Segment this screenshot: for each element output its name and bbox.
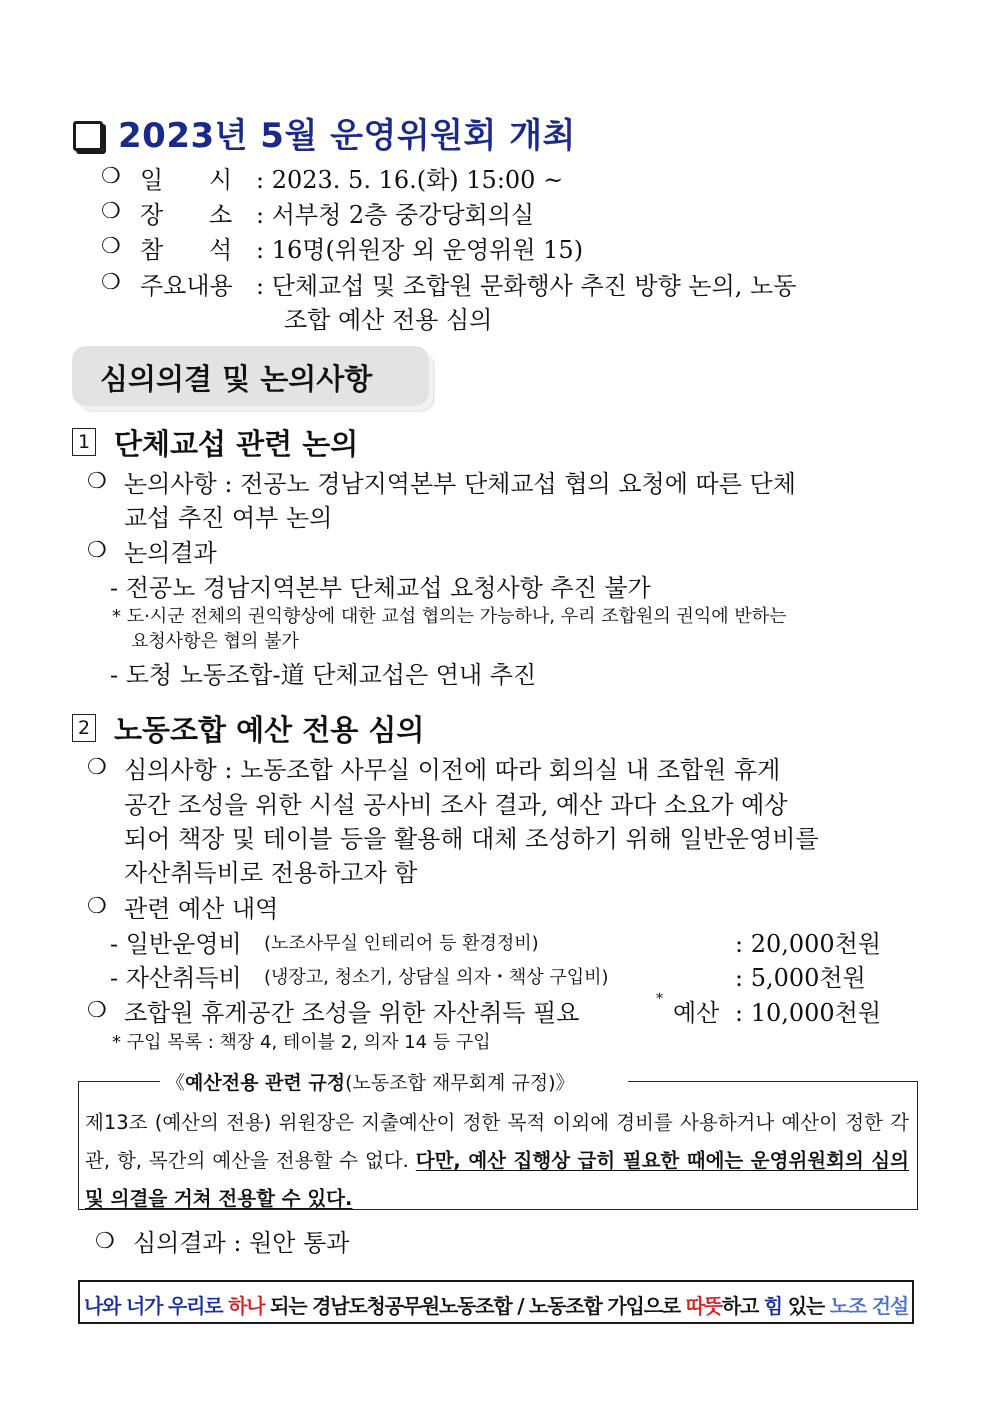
item1-result-1: - 전공노 경남지역본부 단체교섭 요청사항 추진 불가	[110, 574, 651, 602]
bullet-circle-icon: ❍	[87, 469, 107, 494]
item2-review-cont: 되어 책장 및 테이블 등을 활용해 대체 조성하기 위해 일반운영비를	[124, 825, 819, 853]
content-value: : 단체교섭 및 조합원 문화행사 추진 방향 논의, 노동	[256, 272, 797, 300]
item2-heading: 노동조합 예산 전용 심의	[114, 713, 425, 747]
bullet-circle-icon: ❍	[87, 755, 107, 780]
budget-asset-detail: (냉장고, 청소기, 상담실 의자・책상 구입비)	[264, 967, 609, 988]
item2-review-cont: 자산취득비로 전용하고자 함	[124, 859, 418, 887]
item1-discuss-cont: 교섭 추진 여부 논의	[124, 504, 333, 532]
bullet-circle-icon: ❍	[101, 234, 121, 259]
item1-note: * 도·시군 전체의 권익향상에 대한 교섭 협의는 가능하나, 우리 조합원의 권익에 반하는	[112, 606, 787, 627]
item1-note-cont: 요청사항은 협의 불가	[131, 631, 299, 652]
bullet-circle-icon: ❍	[95, 1229, 115, 1254]
budget-general-detail: (노조사무실 인테리어 등 환경정비)	[264, 933, 539, 954]
content-label: 주요내용	[140, 272, 233, 300]
bullet-circle-icon: ❍	[87, 998, 107, 1023]
budget-general-name: - 일반운영비	[110, 930, 242, 958]
need-label: 조합원 휴게공간 조성을 위한 자산취득 필요	[124, 999, 580, 1027]
regulation-top-border	[78, 1081, 160, 1082]
attend-label: 참 석	[140, 236, 233, 264]
item1-result-2: - 도청 노동조합-道 단체교섭은 연내 추진	[110, 661, 537, 689]
item2-review-cont: 공간 조성을 위한 시설 공사비 조사 결과, 예산 과다 소요가 예상	[124, 791, 788, 819]
purchase-note: * 구입 목록 : 책장 4, 테이블 2, 의자 14 등 구입	[112, 1032, 491, 1053]
final-result: 심의결과 : 원안 통과	[133, 1229, 350, 1257]
place-label: 장 소	[140, 201, 233, 229]
bullet-circle-icon: ❍	[101, 270, 121, 295]
item1-result-label: 논의결과	[124, 539, 217, 567]
bullet-circle-icon: ❍	[87, 894, 107, 919]
item1-discuss: 논의사항 : 전공노 경남지역본부 단체교섭 협의 요청에 따른 단체	[124, 470, 796, 498]
item2-budget-label: 관련 예산 내역	[124, 895, 279, 923]
need-suffix: 예산	[673, 999, 720, 1027]
page-title: 2023년 5월 운영위원회 개최	[118, 116, 576, 156]
item-number-box: 1	[72, 428, 96, 456]
item2-review: 심의사항 : 노동조합 사무실 이전에 따라 회의실 내 조합원 휴게	[124, 756, 781, 784]
bullet-circle-icon: ❍	[101, 199, 121, 224]
section-title: 심의의결 및 논의사항	[100, 362, 373, 396]
need-footnote-star: *	[656, 991, 663, 1007]
budget-asset-name: - 자산취득비	[110, 964, 242, 992]
budget-asset-amount: : 5,000천원	[735, 964, 866, 992]
regulation-title: 《예산전용 관련 규정(노동조합 재무회계 규정)》	[166, 1068, 575, 1095]
regulation-top-border	[628, 1081, 917, 1082]
bullet-circle-icon: ❍	[87, 538, 107, 563]
need-amount: : 10,000천원	[735, 999, 882, 1027]
regulation-text: 제13조 (예산의 전용) 위원장은 지출예산이 정한 목적 이외에 경비를 사용하거나 예산이 정한 각 관, 항, 목간의 예산을 전용할 수 없다. 다만, 예산 집행상 급히 필요한 때에는 운영위원회의 심의 및 의결을 거쳐 전용할 수 있다.	[85, 1111, 909, 1210]
slogan: 나와 너가 우리로 하나 되는 경남도청공무원노동조합 / 노동조합 가입으로 따뜻하고 힘 있는 노조 건설	[83, 1294, 908, 1318]
item-number-box: 2	[72, 714, 96, 742]
item1-heading: 단체교섭 관련 논의	[114, 427, 359, 461]
bullet-circle-icon: ❍	[101, 164, 121, 189]
date-label: 일 시	[140, 166, 233, 194]
attend-value: : 16명(위원장 외 운영위원 15)	[256, 236, 584, 264]
content-value-cont: 조합 예산 전용 심의	[284, 306, 493, 334]
title-checkbox-icon	[73, 121, 103, 151]
place-value: : 서부청 2층 중강당회의실	[256, 201, 535, 229]
date-value: : 2023. 5. 16.(화) 15:00 ~	[256, 166, 564, 194]
budget-general-amount: : 20,000천원	[735, 930, 882, 958]
